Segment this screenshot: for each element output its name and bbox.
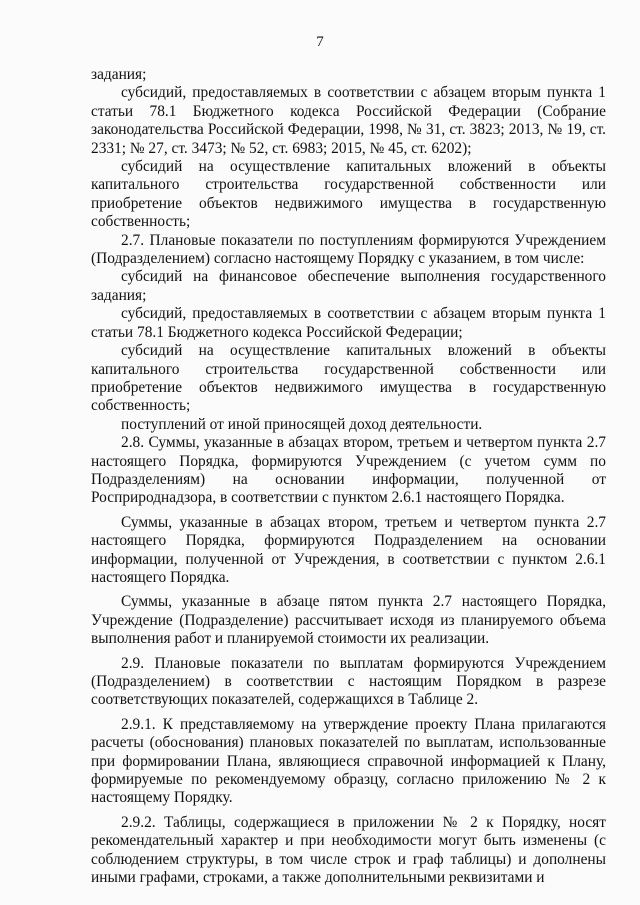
paragraph: субсидий на осуществление капитальных вложений в объекты капитального строительства государственной собственности или приобретение объектов недвижимого имущества в государственную собственность; [91, 158, 606, 231]
paragraph: субсидий на финансовое обеспечение выполнения государственного задания; [91, 268, 606, 304]
paragraph: 2.7. Плановые показатели по поступлениям формируются Учреждением (Подразделением) согласно настоящему Порядку с указанием, в том числе: [91, 231, 606, 268]
paragraph: 2.8. Суммы, указанные в абзацах втором, третьем и четвертом пункта 2.7 настоящего Порядка, формируются Учреждением (с учетом сумм по Подразделениям) на основании информации, полученной от Росприроднадзора, в соответствии с пунктом 2.6.1 настоящего Порядка. [91, 434, 606, 507]
paragraph: задания; [91, 66, 147, 83]
document-body [91, 66, 606, 887]
paragraph: поступлений от иной приносящей доход деятельности. [121, 415, 483, 433]
paragraph: Суммы, указанные в абзаце пятом пункта 2.7 настоящего Порядка, Учреждение (Подразделение) рассчитывает исходя из планируемого объема выполнения работ и планируемой стоимости их реализации. [91, 593, 606, 648]
paragraph: субсидий на осуществление капитальных вложений в объекты капитального строительства государственной собственности или приобретение объектов недвижимого имущества в государственную собственность; [91, 342, 606, 415]
paragraph: субсидий, предоставляемых в соответствии с абзацем вторым пункта 1 статьи 78.1 Бюджетного кодекса Российской Федерации; [91, 305, 606, 341]
paragraph: 2.9.2. Таблицы, содержащиеся в приложении № 2 к Порядку, носят рекомендательный характер и при необходимости могут быть изменены (с соблюдением структуры, в том числе строк и граф таблицы) и дополнены иными графами, строками, а также дополнительными реквизитами и [91, 813, 606, 887]
page-number: 7 [316, 34, 324, 50]
paragraph: субсидий, предоставляемых в соответствии с абзацем вторым пункта 1 статьи 78.1 Бюджетного кодекса Российской Федерации (Собрание законодательства Российской Федерации, 1998, № 31, ст. 3823; 2013, № 19, ст. 2331; № 27, ст. 3473; № 52, ст. 6983; 2015, № 45, ст. 6202); [91, 84, 606, 157]
paragraph: Суммы, указанные в абзацах втором, третьем и четвертом пункта 2.7 настоящего Порядка, формируются Подразделением на основании информации, полученной от Учреждения, в соответствии с пунктом 2.6.1 настоящего Порядка. [91, 513, 606, 586]
paragraph: 2.9. Плановые показатели по выплатам формируются Учреждением (Подразделением) в соответствии с настоящим Порядком в разрезе соответствующих показателей, содержащихся в Таблице 2. [91, 654, 606, 709]
paragraph: 2.9.1. К представляемому на утверждение проекту Плана прилагаются расчеты (обоснования) плановых показателей по выплатам, использованные при формировании Плана, являющиеся справочной информацией к Плану, формируемые по рекомендуемому образцу, согласно приложению № 2 к настоящему Порядку. [91, 715, 606, 807]
